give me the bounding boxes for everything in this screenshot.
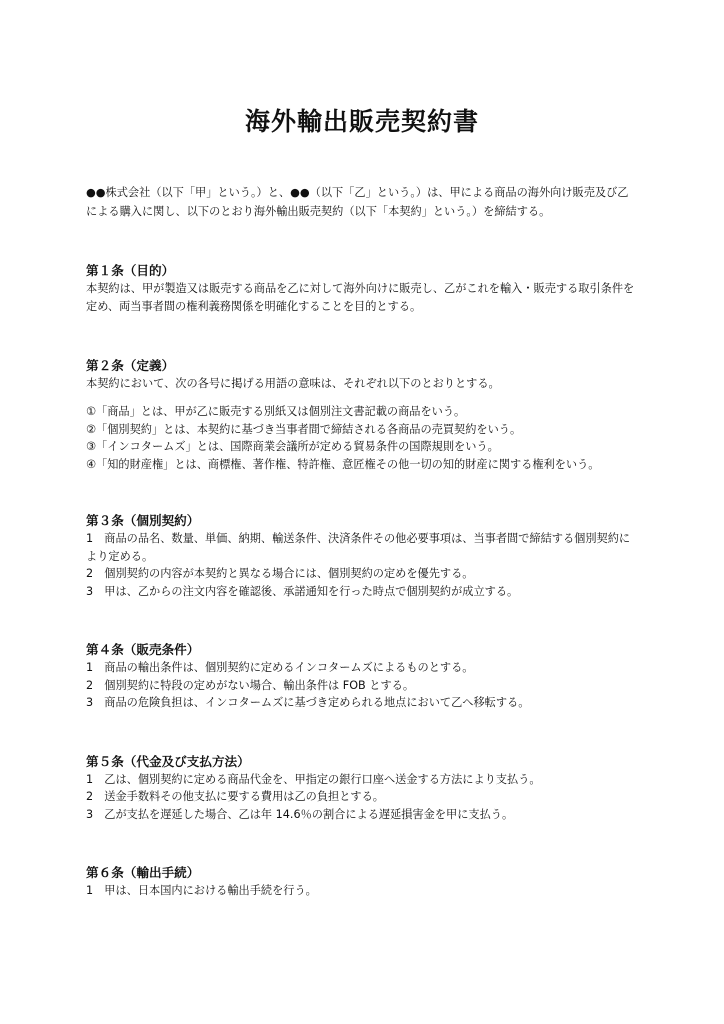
document-title: 海外輸出販売契約書 xyxy=(244,107,479,136)
preamble-paragraph: ●●株式会社（以下「甲」という。）と、●●（以下「乙」という。）は、甲による商品の海外向け販売及び乙による購入に関し、以下のとおり海外輸出販売契約（以下「本契約」という。）を締結する。 xyxy=(86,186,629,218)
definition-list xyxy=(86,403,638,473)
list-item: 2 個別契約に特段の定めがない場合、輸出条件は FOB とする。 xyxy=(86,678,415,692)
list-item: 1 甲は、日本国内における輸出手続を行う。 xyxy=(86,884,317,897)
list-item: 3 甲は、乙からの注文内容を確認後、承諾通知を行った時点で個別契約が成立する。 xyxy=(86,584,519,598)
list-item: ①「商品」とは、甲が乙に販売する別紙又は個別注文書記載の商品をいう。 xyxy=(86,405,466,418)
article-heading: 第３条（個別契約） xyxy=(86,513,200,528)
article-heading: 第１条（目的） xyxy=(86,263,175,278)
article-4 xyxy=(86,640,638,712)
list-item: 1 商品の品名、数量、単価、納期、輸送条件、決済条件その他必要事項は、当事者間で締結する個別契約により定める。 xyxy=(86,532,631,563)
list-item: ④「知的財産権」とは、商標権、著作権、特許権、意匠権その他一切の知的財産に関する権利をいう。 xyxy=(86,457,600,471)
list-item: 3 商品の危険負担は、インコタームズに基づき定められる地点において乙へ移転する。 xyxy=(86,696,530,709)
list-item: 2 送金手数料その他支払に要する費用は乙の負担とする。 xyxy=(86,790,384,803)
list-item: 3 乙が支払を遅延した場合、乙は年 14.6％の割合による遅延損害金を甲に支払う。 xyxy=(86,807,514,821)
list-item: ②「個別契約」とは、本契約に基づき当事者間で締結される各商品の売買契約をいう。 xyxy=(86,422,522,436)
article-heading: 第４条（販売条件） xyxy=(86,642,200,657)
list-item: 1 商品の輸出条件は、個別契約に定めるインコタームズによるものとする。 xyxy=(86,661,474,674)
article-3 xyxy=(86,511,638,600)
article-heading: 第６条（輸出手続） xyxy=(86,865,200,880)
list-item: ③「インコタームズ」とは、国際商業会議所が定める貿易条件の国際規則をいう。 xyxy=(86,440,499,453)
list-item: 2 個別契約の内容が本契約と異なる場合には、個別契約の定めを優先する。 xyxy=(86,567,474,580)
article-1 xyxy=(86,261,638,316)
article-2 xyxy=(86,356,638,473)
article-body: 本契約において、次の各号に掲げる用語の意味は、それぞれ以下のとおりとする。 xyxy=(86,377,500,390)
article-6 xyxy=(86,863,638,900)
article-5 xyxy=(86,752,638,824)
article-heading: 第２条（定義） xyxy=(86,358,175,373)
list-item: 1 乙は、個別契約に定める商品代金を、甲指定の銀行口座へ送金する方法により支払う。 xyxy=(86,772,541,786)
article-body: 本契約は、甲が製造又は販売する商品を乙に対して海外向けに販売し、乙がこれを輸入・販売する取引条件を定め、両当事者間の権利義務関係を明確化することを目的とする。 xyxy=(86,282,635,313)
article-heading: 第５条（代金及び支払方法） xyxy=(86,753,250,769)
